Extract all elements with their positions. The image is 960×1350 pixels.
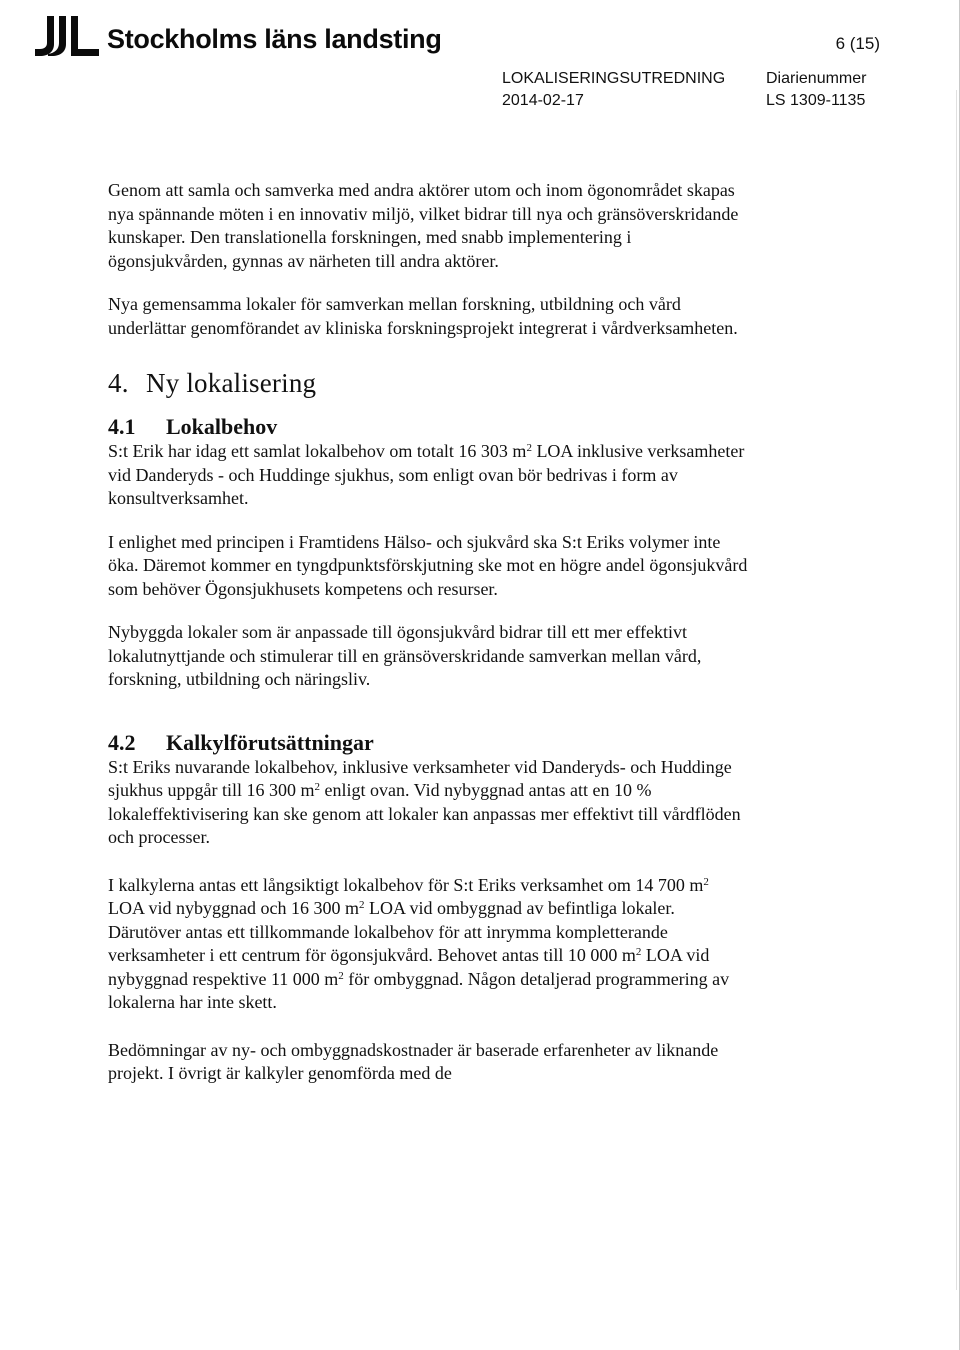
intro-paragraph: Nya gemensamma lokaler för samverkan mellan forskning, utbildning och vård underlättar genomförandet av kliniska forskningsprojekt integrerat i vårdverksamheten.	[108, 294, 738, 338]
paragraph: S:t Erik har idag ett samlat lokalbehov om totalt 16 303 $m^2$ LOA inklusive verksamheter vid Danderyds - och Huddinge sjukhus, som enligt ovan bör bedrivas i form av konsultverksamhet.	[108, 441, 745, 508]
section-title: Ny lokalisering	[146, 368, 317, 398]
paragraph: S:t Eriks nuvarande lokalbehov, inklusive verksamheter vid Danderyds- och Huddinge sjukhus uppgår till 16 300 $m^2$ enligt ovan. Vid nybyggnad antas att en 10 % lokaleffektivisering kan ske genom att lokaler kan anpassas mer effektivt till vårdflöden och processer.	[108, 756, 741, 847]
diarie-number: LS 1309-1135	[766, 92, 866, 109]
section-heading-4-1	[108, 414, 748, 440]
doc-date: 2014-02-17	[502, 92, 584, 109]
scan-edge-line-inner	[956, 90, 957, 1290]
paragraph: I enlighet med principen i Framtidens Hälso- och sjukvård ska S:t Eriks volymer inte öka. Däremot kommer en tyngdpunktsförskjutning ske mot en högre andel ögonsjukvård som behöver Ögonsjukhusets kompetens och resurser.	[108, 531, 748, 599]
paragraph: Nybyggda lokaler som är anpassade till ögonsjukvård bidrar till ett mer effektivt lokalutnyttjande och stimulerar till en gränsöverskridande samverkan mellan vård, forskning, utbildning och näringsliv.	[108, 622, 702, 689]
doc-meta-right	[766, 68, 866, 112]
doc-type: LOKALISERINGSUTREDNING	[502, 70, 726, 87]
diarie-label: Diarienummer	[766, 70, 867, 87]
paragraph: Bedömningar av ny- och ombyggnadskostnader är baserade erfarenheter av liknande projekt. I övrigt är kalkyler genomförda med de	[108, 1039, 719, 1083]
document-body	[108, 179, 748, 1086]
sll-logo-icon	[33, 14, 101, 58]
section-title: Lokalbehov	[166, 414, 278, 439]
paragraph: I kalkylerna antas ett långsiktigt lokalbehov för S:t Eriks verksamhet om 14 700 $m^2$ LOA vid nybyggnad och 16 300 $m^2$ LOA vid ombyggnad av befintliga lokaler. Därutöver antas ett tillkommande lokalbehov för att inrymma kompletterande verksamheter i ett centrum för ögonsjukvård. Behovet antas till 10 000 $m^2$ LOA vid nybyggnad respektive 11 000 $m^2$ för ombyggnad. Någon detaljerad programmering av lokalerna har inte skett.	[108, 874, 730, 1012]
section-title: Kalkylförutsättningar	[166, 729, 374, 755]
doc-meta-left	[502, 68, 725, 112]
intro-paragraph: Genom att samla och samverka med andra aktörer utom och inom ögonområdet skapas nya spännande möten i en innovativ miljö, vilket bidrar till nya och gränsöverskridande kunskaper. Den translationella forskningen, med snabb implementering i ögonsjukvården, gynnas av närheten till andra aktörer.	[108, 180, 739, 271]
page-number: 6 (15)	[835, 34, 880, 53]
header-logo	[33, 14, 442, 58]
section-number: 4.2	[108, 729, 136, 755]
section-number: 4.	[108, 368, 129, 398]
section-number: 4.1	[108, 414, 136, 439]
org-name: Stockholms läns landsting	[107, 23, 442, 54]
section-heading-4-2	[108, 730, 748, 756]
section-heading-4	[108, 366, 748, 400]
